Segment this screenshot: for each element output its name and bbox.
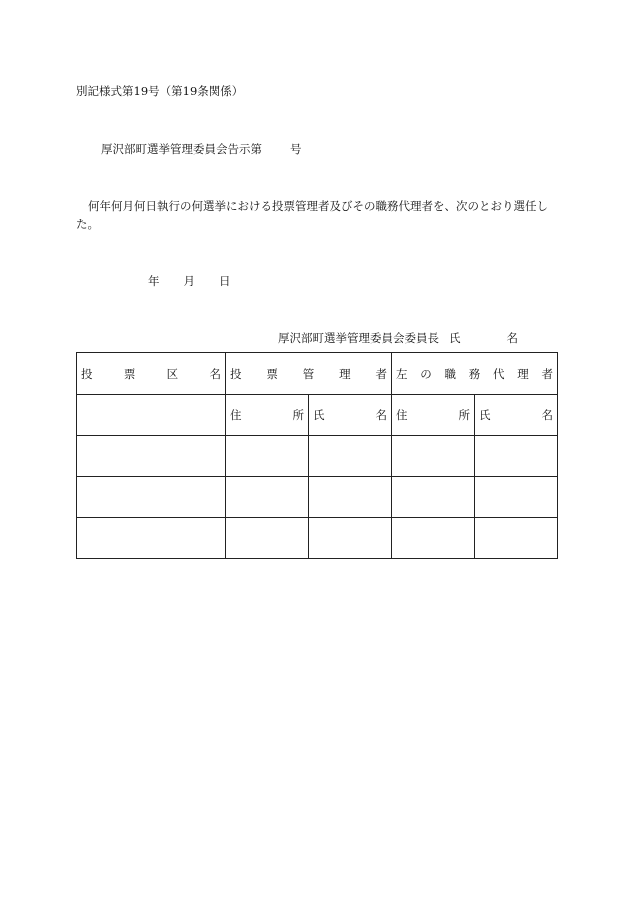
subheader-char: 氏 bbox=[479, 408, 491, 422]
table-cell bbox=[226, 436, 309, 477]
header-char: の bbox=[420, 366, 432, 381]
header-char: 理 bbox=[517, 366, 529, 381]
table-cell bbox=[226, 477, 309, 518]
header-char: 名 bbox=[209, 366, 221, 381]
subheader-manager-name bbox=[309, 395, 392, 436]
table-cell bbox=[475, 477, 558, 518]
notice-title bbox=[101, 141, 302, 157]
subheader-empty-cell bbox=[77, 395, 226, 436]
manager-table bbox=[76, 352, 558, 559]
notice-number-suffix: 号 bbox=[290, 142, 302, 156]
notice-title-text: 厚沢部町選挙管理委員会告示第 bbox=[101, 142, 262, 156]
notice-body-text: 何年何月何日執行の何選挙における投票管理者及びその職務代理者を、次のとおり選任した。 bbox=[76, 199, 548, 231]
subheader-char: 所 bbox=[292, 408, 304, 422]
table-cell bbox=[309, 477, 392, 518]
table-cell bbox=[309, 436, 392, 477]
subheader-manager-address bbox=[226, 395, 309, 436]
table-cell bbox=[77, 436, 226, 477]
header-manager-cell bbox=[226, 353, 392, 395]
header-char: 投 bbox=[81, 366, 93, 381]
subheader-char: 名 bbox=[541, 408, 553, 422]
table-cell bbox=[77, 518, 226, 559]
subheader-char: 住 bbox=[230, 408, 242, 422]
header-char: 左 bbox=[396, 366, 408, 381]
header-deputy-cell bbox=[392, 353, 558, 395]
header-district bbox=[81, 366, 221, 382]
table-cell bbox=[475, 518, 558, 559]
header-char: 代 bbox=[493, 366, 505, 381]
table-cell bbox=[392, 477, 475, 518]
signature-mei: 名 bbox=[506, 331, 518, 345]
header-district-cell bbox=[77, 353, 226, 395]
form-label: 別記様式第19号（第19条関係） bbox=[76, 84, 244, 98]
header-deputy bbox=[396, 366, 553, 382]
table-cell bbox=[226, 518, 309, 559]
header-char: 管 bbox=[302, 366, 315, 381]
date-month: 月 bbox=[183, 274, 195, 288]
subheader-char: 住 bbox=[396, 408, 408, 422]
header-char: 投 bbox=[230, 366, 242, 381]
header-char: 票 bbox=[123, 366, 136, 381]
table-cell bbox=[392, 436, 475, 477]
subheader-char: 名 bbox=[375, 408, 387, 422]
date-line bbox=[148, 273, 231, 289]
signature-shi: 氏 bbox=[449, 331, 461, 345]
table-cell bbox=[392, 518, 475, 559]
header-char: 区 bbox=[166, 366, 179, 381]
subheader-char: 氏 bbox=[313, 408, 325, 422]
signature-title: 厚沢部町選挙管理委員会委員長 bbox=[278, 331, 439, 345]
table-row bbox=[77, 436, 558, 477]
header-char: 票 bbox=[266, 366, 278, 381]
subheader-char: 所 bbox=[458, 408, 470, 422]
signature-line bbox=[278, 330, 518, 346]
header-manager bbox=[230, 366, 387, 382]
subheader-deputy-address bbox=[392, 395, 475, 436]
table-row bbox=[77, 518, 558, 559]
header-char: 者 bbox=[375, 366, 387, 381]
subheader-deputy-name bbox=[475, 395, 558, 436]
table-header-row bbox=[77, 353, 558, 395]
header-char: 務 bbox=[468, 366, 481, 381]
table-row bbox=[77, 477, 558, 518]
date-day: 日 bbox=[219, 274, 231, 288]
date-year: 年 bbox=[148, 274, 160, 288]
table-subheader-row bbox=[77, 395, 558, 436]
table-cell bbox=[475, 436, 558, 477]
table-cell bbox=[309, 518, 392, 559]
header-char: 理 bbox=[339, 366, 351, 381]
header-char: 職 bbox=[444, 366, 456, 381]
table-cell bbox=[77, 477, 226, 518]
header-char: 者 bbox=[541, 366, 553, 381]
